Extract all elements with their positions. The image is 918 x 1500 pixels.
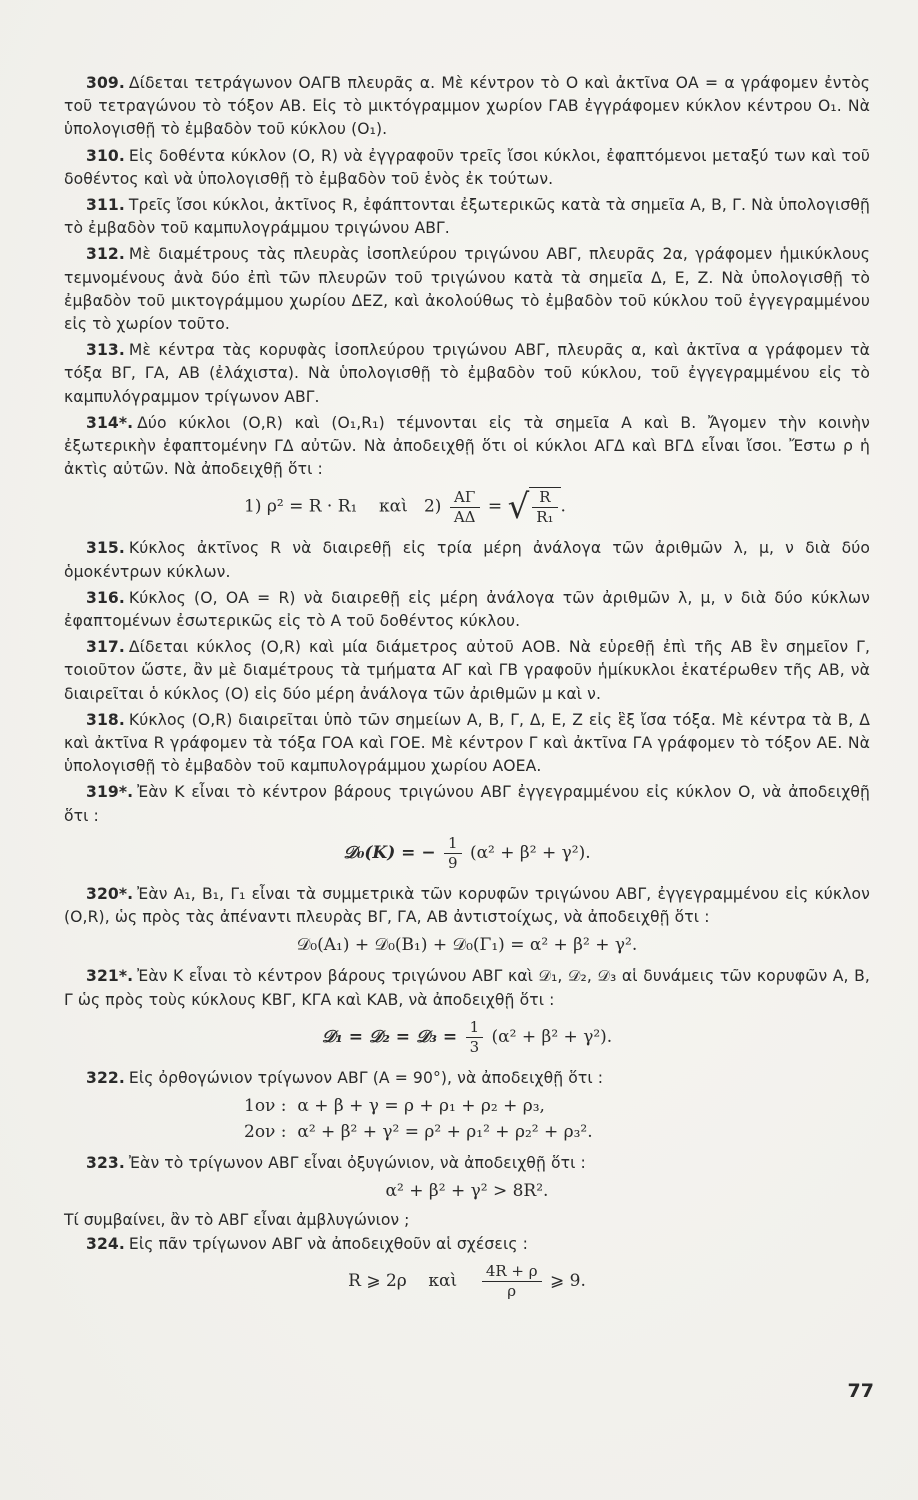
formula-line: α + β + γ = ρ + ρ₁ + ρ₂ + ρ₃, (297, 1095, 545, 1116)
fraction-numerator: 4R + ρ (482, 1262, 542, 1282)
formula-part: 2) (423, 496, 442, 517)
problem-number: 322. (86, 1068, 125, 1087)
radicand (529, 487, 560, 527)
fraction (450, 488, 480, 527)
problem-number: 313. (86, 341, 125, 360)
problem-text: Δύο κύκλοι (Ο,R) καὶ (Ο₁,R₁) τέμνονται εἰς τὰ σημεῖα Α καὶ Β. Ἄγομεν τὴν κοινὴν ἐξωτερικὴν ἐφαπτομένην ΓΔ αὐτῶν. Νὰ ἀποδειχθῇ ὅτι οἱ κύκλοι ΑΓΔ καὶ ΒΓΔ εἶναι ἴσοι. Ἔστω ρ ἡ ἀκτὶς αὐτῶν. Νὰ ἀποδειχθῇ ὅτι : (64, 413, 870, 479)
problem-number: 315. (86, 539, 125, 558)
formula-324 (64, 1262, 870, 1301)
fraction-numerator: ΑΓ (450, 488, 480, 508)
problem-number: 316. (86, 588, 125, 607)
problem-number: 312. (86, 245, 125, 264)
formula-lhs: R ⩾ 2ρ (348, 1271, 407, 1292)
formula-part: 1) ρ² = R · R₁ (244, 496, 358, 517)
problem-text: Εἰς δοθέντα κύκλον (Ο, R) νὰ ἐγγραφοῦν τρεῖς ἴσοι κύκλοι, ἐφαπτόμενοι μεταξύ των καὶ τοῦ δοθέντος καὶ νὰ ὑπολογισθῇ τὸ ἐμβαδὸν τοῦ ἑνὸς ἐκ τούτων. (64, 146, 870, 188)
problem-309 (64, 72, 870, 142)
problem-number: 317. (86, 638, 125, 657)
problem-317 (64, 636, 870, 706)
problem-321 (64, 965, 870, 1011)
problem-314 (64, 412, 870, 482)
question-323: Τί συμβαίνει, ἂν τὸ ΑΒΓ εἶναι ἀμβλυγώνιον ; (64, 1211, 410, 1230)
fraction (466, 1018, 484, 1057)
square-root (508, 487, 561, 527)
formula-323 (64, 1181, 870, 1201)
problem-number: 310. (86, 146, 125, 165)
problem-number: 323. (86, 1153, 125, 1172)
fraction-denominator: R₁ (536, 508, 554, 527)
equals-sign: = (487, 496, 503, 517)
problem-text: Δίδεται τετράγωνον ΟΑΓΒ πλευρᾶς α. Μὲ κέντρον τὸ Ο καὶ ἀκτῖνα ΟΑ = α γράφομεν ἐντὸς τοῦ τετραγώνου τὸ τόξον ΑΒ. Εἰς τὸ μικτόγραμμον χωρίον ΓΑΒ ἐγγράφομεν κύκλον κέντρου Ο₁. Νὰ ὑπολογισθῇ τὸ ἐμβαδὸν τοῦ κύκλου (Ο₁). (64, 74, 870, 139)
problem-320 (64, 883, 870, 929)
problem-number: 321*. (86, 967, 134, 986)
fraction-numerator: R (532, 488, 557, 508)
problem-text: Ἐὰν Α₁, Β₁, Γ₁ εἶναι τὰ συμμετρικὰ τῶν κορυφῶν τριγώνου ΑΒΓ, ἐγγεγραμμένου εἰς κύκλον (Ο,R), ὡς πρὸς τὰς ἀπέναντι πλευρὰς ΒΓ, ΓΑ, ΑΒ ἀντιστοίχως, νὰ ἀποδειχθῇ ὅτι : (64, 884, 870, 927)
fraction-denominator: 3 (469, 1037, 480, 1056)
problem-text: Κύκλος (Ο,R) διαιρεῖται ὑπὸ τῶν σημείων Α, Β, Γ, Δ, Ε, Ζ εἰς ἓξ ἴσα τόξα. Μὲ κέντρα τὰ Β, Δ καὶ ἀκτῖνα R γράφομεν τὰ τόξα ΓΟΑ καὶ ΓΟΕ. Μὲ κέντρον Γ καὶ ἀκτῖνα ΓΑ γράφομεν τὸ τόξον ΑΕ. Νὰ ὑπολογισθῇ τὸ ἐμβαδὸν τοῦ καμπυλογράμμου χωρίου ΑΟΕΑ. (64, 710, 870, 776)
problem-text: Ἐὰν Κ εἶναι τὸ κέντρον βάρους τριγώνου ΑΒΓ ἐγγεγραμμένου εἰς κύκλον Ο, νὰ ἀποδειχθῇ ὅτι : (64, 783, 870, 825)
fraction-numerator: 1 (466, 1018, 484, 1038)
formula-rhs: (α² + β² + γ²). (491, 1026, 613, 1047)
fraction-denominator: 9 (447, 853, 458, 872)
formula-label: 1ον : (244, 1095, 287, 1116)
problem-text: Μὲ διαμέτρους τὰς πλευρὰς ἰσοπλεύρου τριγώνου ΑΒΓ, πλευρᾶς 2α, γράφομεν ἡμικύκλους τεμνομένους ἀνὰ δύο ἐπὶ τῶν πλευρῶν τοῦ τριγώνου κατὰ τὰ σημεῖα Δ, Ε, Ζ. Νὰ ὑπολογισθῇ τὸ ἐμβαδὸν τοῦ μικτογράμμου χωρίου ΔΕΖ, καὶ ἀκολούθως τὸ ἐμβαδὸν τοῦ κύκλου τοῦ ἐγγεγραμμένου εἰς τὸ χωρίον τοῦτο. (64, 245, 870, 334)
problem-text: Εἰς πᾶν τρίγωνον ΑΒΓ νὰ ἀποδειχθοῦν αἱ σχέσεις : (128, 1235, 528, 1254)
problem-text: Δίδεται κύκλος (Ο,R) καὶ μία διάμετρος αὐτοῦ ΑΟΒ. Νὰ εὑρεθῇ ἐπὶ τῆς ΑΒ ἓν σημεῖον Γ, τοιοῦτον ὥστε, ἂν μὲ διαμέτρους τὰ τμήματα ΑΓ καὶ ΓΒ γραφοῦν ἡμίκυκλοι ἑκατέρωθεν τῆς ΑΒ, νὰ διαιρεῖται ὁ κύκλος (Ο) εἰς δύο μέρη ἀνάλογα τῶν ἀριθμῶν μ καὶ ν. (64, 638, 870, 703)
formula-320 (64, 935, 870, 955)
problem-310 (64, 145, 870, 191)
formula-label: 2ον : (244, 1121, 287, 1142)
problem-text: Μὲ κέντρα τὰς κορυφὰς ἰσοπλεύρου τριγώνου ΑΒΓ, πλευρᾶς α, καὶ ἀκτῖνα α γράφομεν τὰ τόξα ΒΓ, ΓΑ, ΑΒ (ἐλάχιστα). Νὰ ὑπολογισθῇ τὸ ἐμβαδὸν τοῦ κύκλου, τοῦ ἐγγεγραμμένου εἰς τὸ καμπυλόγραμμον τρίγωνον ΑΒΓ. (64, 341, 870, 406)
problem-text: Τρεῖς ἴσοι κύκλοι, ἀκτῖνος R, ἐφάπτονται ἐξωτερικῶς κατὰ τὰ σημεῖα Α, Β, Γ. Νὰ ὑπολογισθῇ τὸ ἐμβαδὸν τοῦ καμπυλογράμμου τριγώνου ΑΒΓ. (64, 196, 870, 238)
formula-lhs: 𝒟₀(Κ) = − (343, 842, 436, 863)
formula-lhs: 𝒟₁ = 𝒟₂ = 𝒟₃ = (321, 1026, 458, 1047)
problem-315 (64, 537, 870, 583)
fraction (532, 488, 557, 527)
problem-text: Κύκλος (Ο, ΟΑ = R) νὰ διαιρεθῇ εἰς μέρη ἀνάλογα τῶν ἀριθμῶν λ, μ, ν διὰ δύο κύκλων ἐφαπτομένων ἐσωτερικῶς εἰς τὸ Α τοῦ δοθέντος κύκλου. (64, 588, 870, 631)
fraction (444, 834, 462, 873)
problem-323 (64, 1152, 870, 1175)
problem-number: 318. (86, 710, 125, 729)
problem-319 (64, 781, 870, 827)
formula-rhs: ⩾ 9. (550, 1271, 586, 1292)
problem-number: 319*. (86, 783, 134, 802)
formula-connector: καὶ (378, 496, 408, 517)
formula-322-2 (64, 1122, 870, 1142)
problem-324 (64, 1233, 870, 1256)
problem-322 (64, 1067, 870, 1090)
problem-text: Κύκλος ἀκτῖνος R νὰ διαιρεθῇ εἰς τρία μέρη ἀνάλογα τῶν ἀριθμῶν λ, μ, ν διὰ δύο ὁμοκέντρων κύκλων. (64, 539, 870, 581)
problem-312 (64, 243, 870, 336)
formula-321 (64, 1018, 870, 1057)
radical-sign-icon: √ (507, 487, 530, 528)
fraction-numerator: 1 (444, 834, 462, 854)
problem-text: Εἰς ὀρθογώνιον τρίγωνον ΑΒΓ (Α = 90°), νὰ ἀποδειχθῇ ὅτι : (128, 1068, 604, 1087)
problem-number: 324. (86, 1235, 125, 1254)
problem-text: Ἐὰν τὸ τρίγωνον ΑΒΓ εἶναι ὀξυγώνιον, νὰ ἀποδειχθῇ ὅτι : (128, 1153, 586, 1172)
problem-313 (64, 339, 870, 409)
formula-319 (64, 834, 870, 873)
formula-line: α² + β² + γ² = ρ² + ρ₁² + ρ₂² + ρ₃². (297, 1121, 593, 1142)
problem-text: Ἐὰν Κ εἶναι τὸ κέντρον βάρους τριγώνου ΑΒΓ καὶ 𝒟₁, 𝒟₂, 𝒟₃ αἱ δυνάμεις τῶν κορυφῶν Α, Β, Γ ὡς πρὸς τοὺς κύκλους ΚΒΓ, ΚΓΑ καὶ ΚΑΒ, νὰ ἀποδειχθῇ ὅτι : (64, 967, 870, 1009)
formula-connector: καὶ (428, 1271, 458, 1292)
formula-line: α² + β² + γ² > 8R². (385, 1181, 549, 1202)
fraction-denominator: ρ (507, 1282, 517, 1301)
fraction (482, 1262, 542, 1301)
problem-number: 309. (86, 74, 125, 92)
problem-318 (64, 709, 870, 779)
problem-316 (64, 587, 870, 633)
problem-number: 311. (86, 196, 125, 215)
formula-314: 1) ρ² = R · R₁ καὶ 2) $\frac{A\Gamma}{A\Delta}$ = √ $\frac{R}{\text{R₁}}$ . (244, 487, 566, 528)
page-number: 77 (847, 1380, 874, 1402)
formula-rhs: (α² + β² + γ²). (469, 842, 591, 863)
fraction-denominator: ΑΔ (453, 507, 476, 526)
formula-322-1 (64, 1096, 870, 1116)
problem-number: 314*. (86, 413, 134, 432)
formula-line: 𝒟₀(Α₁) + 𝒟₀(Β₁) + 𝒟₀(Γ₁) = α² + β² + γ². (296, 935, 638, 956)
problem-311 (64, 194, 870, 240)
problem-number: 320*. (86, 884, 134, 903)
